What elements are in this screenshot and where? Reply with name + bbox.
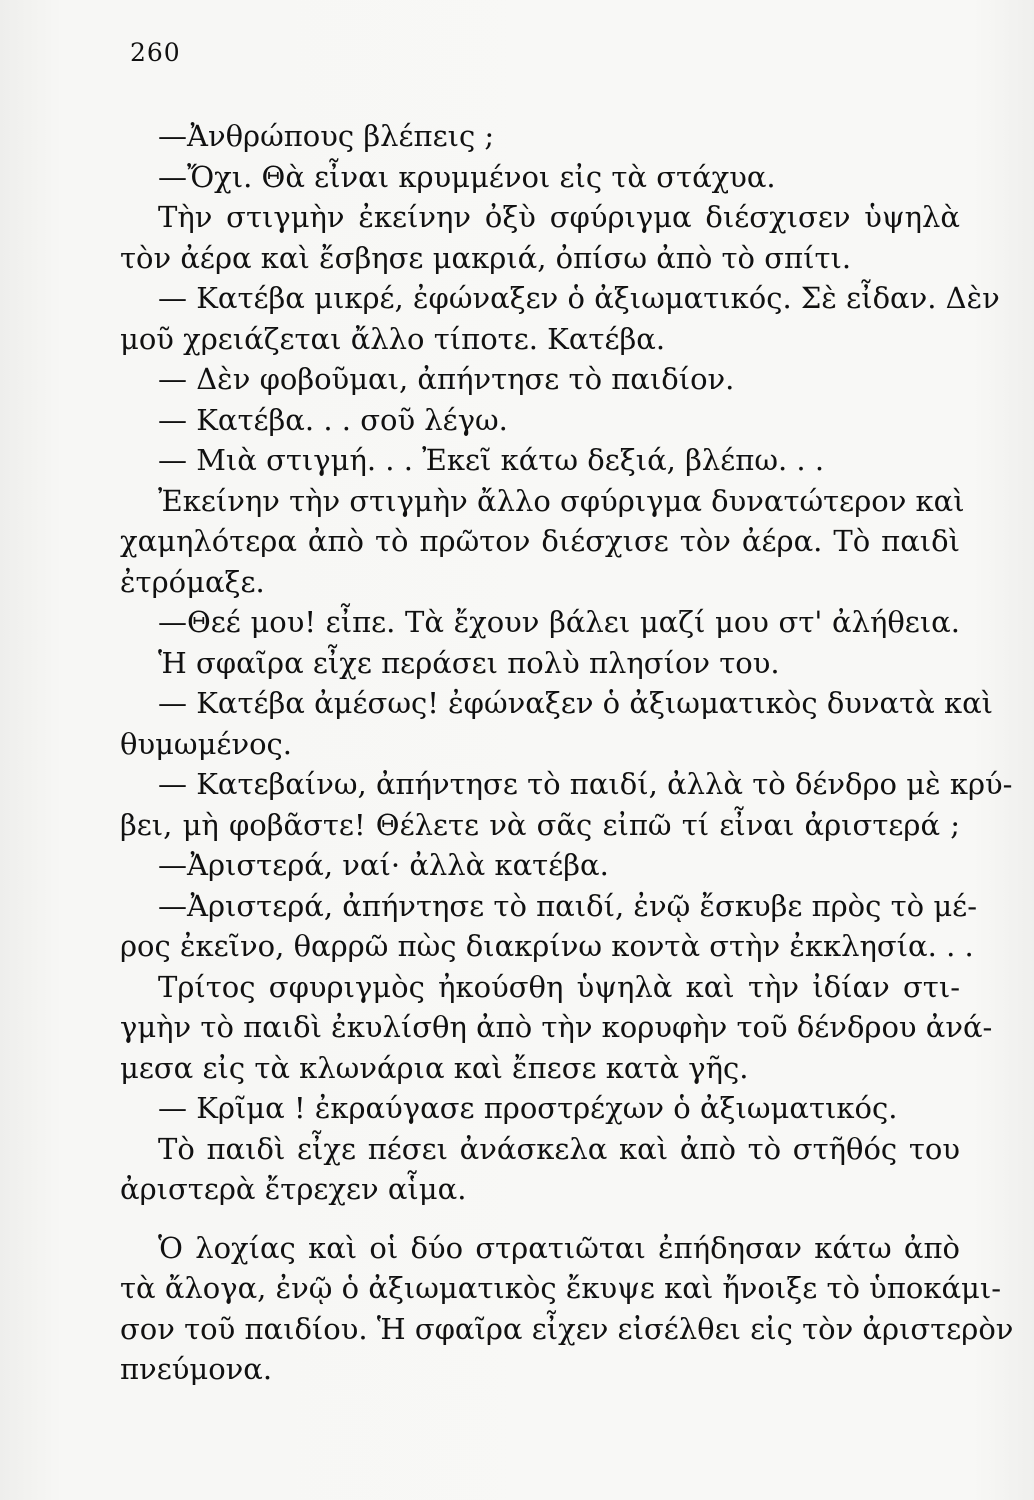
text-line: τὰ ἄλογα, ἐνῷ ὁ ἀξιωματικὸς ἔκυψε καὶ ἤνοιξε τὸ ὑποκάμι-: [120, 1271, 1002, 1305]
text-line: τὸν ἀέρα καὶ ἔσβησε μακριά, ὀπίσω ἀπὸ τὸ σπίτι.: [120, 240, 852, 275]
text-line: βει, μὴ φοβᾶστε! Θέλετε νὰ σᾶς εἰπῶ τί εἶναι ἀριστερά ;: [120, 807, 960, 842]
text-line: πνεύμονα.: [120, 1352, 273, 1386]
text-line: θυμωμένος.: [120, 726, 293, 761]
text-line: Τρίτος σφυριγμὸς ἠκούσθη ὑψηλὰ καὶ τὴν ἰδίαν στι-: [158, 969, 960, 1004]
text-line: Ὁ λοχίας καὶ οἱ δύο στρατιῶται ἐπήδησαν κάτω ἀπὸ: [158, 1230, 960, 1265]
text-line: — Κατεβαίνω, ἀπήντησε τὸ παιδί, ἀλλὰ τὸ δένδρο μὲ κρύ-: [158, 767, 1013, 801]
text-line: Ἡ σφαῖρα εἶχε περάσει πολὺ πλησίον του.: [158, 645, 780, 680]
body-text: [120, 116, 1014, 1390]
text-line: —Ὄχι. Θὰ εἶναι κρυμμένοι εἰς τὰ στάχυα.: [158, 159, 776, 194]
text-line: χαμηλότερα ἀπὸ τὸ πρῶτον διέσχισε τὸν ἀέρα. Τὸ παιδὶ: [120, 524, 960, 558]
paragraph-gap: [120, 1210, 960, 1228]
text-line: — Δὲν φοβοῦμαι, ἀπήντησε τὸ παιδίον.: [158, 362, 735, 396]
text-line: Τὴν στιγμὴν ἐκείνην ὀξὺ σφύριγμα διέσχισεν ὑψηλὰ: [158, 200, 960, 234]
text-line: — Μιὰ στιγμή. . . Ἐκεῖ κάτω δεξιά, βλέπω. . .: [158, 443, 825, 477]
text-line: μεσα εἰς τὰ κλωνάρια καὶ ἔπεσε κατὰ γῆς.: [120, 1050, 749, 1085]
text-line: —Ἀνθρώπους βλέπεις ;: [158, 119, 495, 153]
text-line: —Θεέ μου! εἶπε. Τὰ ἔχουν βάλει μαζί μου στ' ἀλήθεια.: [158, 605, 960, 639]
text-line: —Ἀριστερά, ἀπήντησε τὸ παιδί, ἐνῷ ἔσκυβε πρὸς τὸ μέ-: [158, 888, 977, 923]
text-line: —Ἀριστερά, ναί· ἀλλὰ κατέβα.: [158, 848, 609, 882]
text-line: Ἐκείνην τὴν στιγμὴν ἄλλο σφύριγμα δυνατώτερον καὶ: [158, 483, 965, 518]
text-line: γμὴν τὸ παιδὶ ἐκυλίσθη ἀπὸ τὴν κορυφὴν τοῦ δένδρου ἀνά-: [120, 1010, 993, 1044]
text-line: — Κατέβα. . . σοῦ λέγω.: [158, 402, 508, 437]
text-line: ρος ἐκεῖνο, θαρρῶ πὼς διακρίνω κοντὰ στὴν ἐκκλησία. . .: [120, 929, 974, 963]
text-line: μοῦ χρειάζεται ἄλλο τίποτε. Κατέβα.: [120, 321, 666, 356]
text-line: Τὸ παιδὶ εἶχε πέσει ἀνάσκελα καὶ ἀπὸ τὸ στῆθός του: [158, 1131, 960, 1166]
text-line: σον τοῦ παιδίου. Ἡ σφαῖρα εἶχεν εἰσέλθει εἰς τὸν ἀριστερὸν: [120, 1311, 1014, 1346]
text-line: — Κατέβα ἀμέσως! ἐφώναξεν ὁ ἀξιωματικὸς δυνατὰ καὶ: [158, 686, 994, 720]
text-line: ἐτρόμαξε.: [120, 564, 265, 599]
text-line: ἀριστερὰ ἔτρεχεν αἷμα.: [120, 1172, 467, 1206]
text-line: — Κατέβα μικρέ, ἐφώναξεν ὁ ἀξιωματικός. Σὲ εἶδαν. Δὲν: [158, 281, 1000, 315]
text-line: — Κρῖμα ! ἐκραύγασε προστρέχων ὁ ἀξιωματικός.: [158, 1091, 898, 1125]
page-number: 260: [130, 38, 181, 67]
